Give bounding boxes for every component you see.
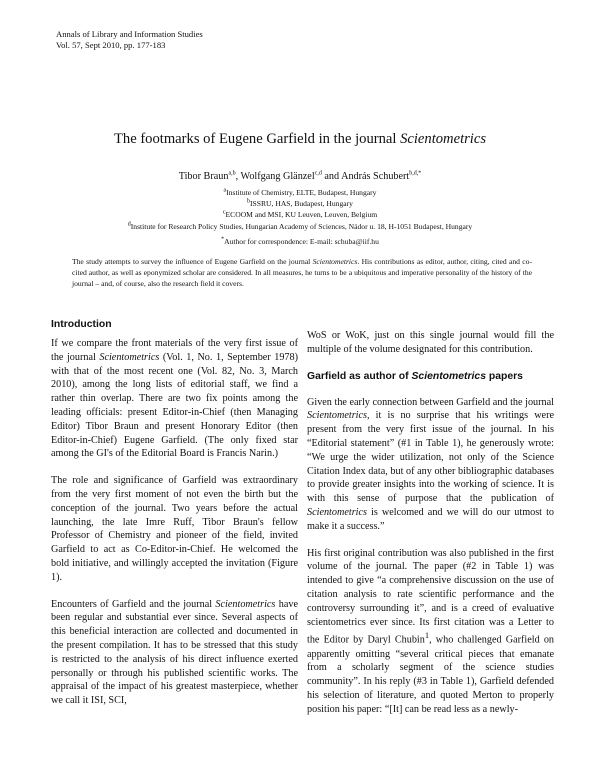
paper-title [0,130,600,148]
journal-name: Annals of Library and Information Studies [56,29,203,39]
section-heading-introduction: Introduction [51,319,112,330]
title-text: The footmarks of Eugene Garfield in the journal [113,131,401,147]
affiliation: $^c$ECOOM and MSI, KU Leuven, Leuven, Belgium [222,209,378,220]
author-2: , Wolfgang Glänzel [235,171,315,182]
left-column [51,318,298,721]
paragraph: Given the early connection between Garfield and the journal Scientometrics, it is no surprise that his writings were present from the very first issue of the journal. In his “Editorial statement” (#1 in Table 1), he generously wrote: “We urge the wider utilization, not only of the Science Citation Index data, but of any other bibliographic databases to provide greater insights into the working of science. It is with this sense of purpose that the publication of Scientometrics is welcomed and we will do our utmost to make it a success.” [307,396,554,532]
section-heading-author: Garfield as author of Scientometrics papers [307,370,523,382]
affiliation: $^a$Institute of Chemistry, ELTE, Budapest, Hungary [223,187,377,197]
title-italic: Scientometrics [400,131,487,147]
author-1-sup: a,b [228,170,236,177]
affiliation: $^b$ISSRU, HAS, Budapest, Hungary [247,198,353,209]
author-2-sup: c,d [314,170,322,177]
affiliation: $^d$Institute for Research Policy Studies, Hungarian Academy of Sciences, Nádor u. 18, H-1051 Budapest, Hungary [127,221,473,231]
author-list [0,170,600,183]
author-3-sup: b,d,* [409,170,422,177]
paragraph: If we compare the front materials of the very first issue of the journal Scientometrics (Vol. 1, No. 1, September 1978) with that of the most recent one (Vol. 82, No. 3, March 2010), among the long lists of editorial staff, we find a rather thin overlap. There are two fix points among the leading officials: present Editor-in-Chief (then Managing Editor) Tibor Braun and present Honorary Editor (then Editor-in-Chief) Eugene Garfield. (The only fixed star among the GI's of the Editorial Board is Francis Narin.) [51,338,298,460]
paragraph: His first original contribution was also published in the first volume of the journal. The paper (#2 in Table 1) was intended to give “a comprehensive discussion on the use of citation analysis to rate scientific performance and the controversy surrounding it”, and is a creed of evaluative scientometrics ever since. Its first citation was a Letter to the Editor by Daryl Chubin$^1$, who challenged Garfield on apparently omitting “several critical pieces that emanate from a scholarly segment of the science studies community”. In his reply (#3 in Table 1), Garfield defended his selection of literature, and quoted Merton to properly position his paper: “[It] can be read less as a newly- [307,547,555,715]
journal-header [56,29,203,51]
paragraph: WoS or WoK, just on this single journal would fill the multiple of the volume designated for this contribution. [307,330,554,355]
affiliations [0,187,600,247]
author-3: and András Schubert [321,171,410,182]
author-1: Tibor Braun [178,171,229,182]
journal-volume: Vol. 57, Sept 2010, pp. 177-183 [56,40,166,50]
correspondence-note: *Author for correspondence: E-mail: schuba@iif.hu [221,236,379,246]
paragraph: Encounters of Garfield and the journal Scientometrics have been regular and substantial ever since. Several aspects of this beneficial interaction are collected and documented in the present compilation. It has to be stressed that this study is restricted to the analysis of his direct influence exerted personally or through his published scientific works. The appraisal of the impact of his greatest masterpiece, whether we call it ISI, SCI, [51,598,298,707]
right-column [307,329,554,730]
paragraph: The role and significance of Garfield was extraordinary from the very first moment of not even the birth but the conception of the journal. Two years before the actual launching, the late Imre Ruff, Tibor Braun's fellow Professor of Chemistry and pioneer of the field, invited Garfield to act as Co-Editor-in-Chief. He welcomed the bold initiative, and willingly accepted the invitation (Figure 1). [51,475,298,583]
abstract: The study attempts to survey the influence of Eugene Garfield on the journal Scientometrics. His contributions as editor, author, citing, cited and co-cited author, as well as eponymized scholar are considered. In all measures, he turns to be a ubiquitous and imperative personality of the history of the journal – and, of course, also the research field it covers. [72,257,532,288]
